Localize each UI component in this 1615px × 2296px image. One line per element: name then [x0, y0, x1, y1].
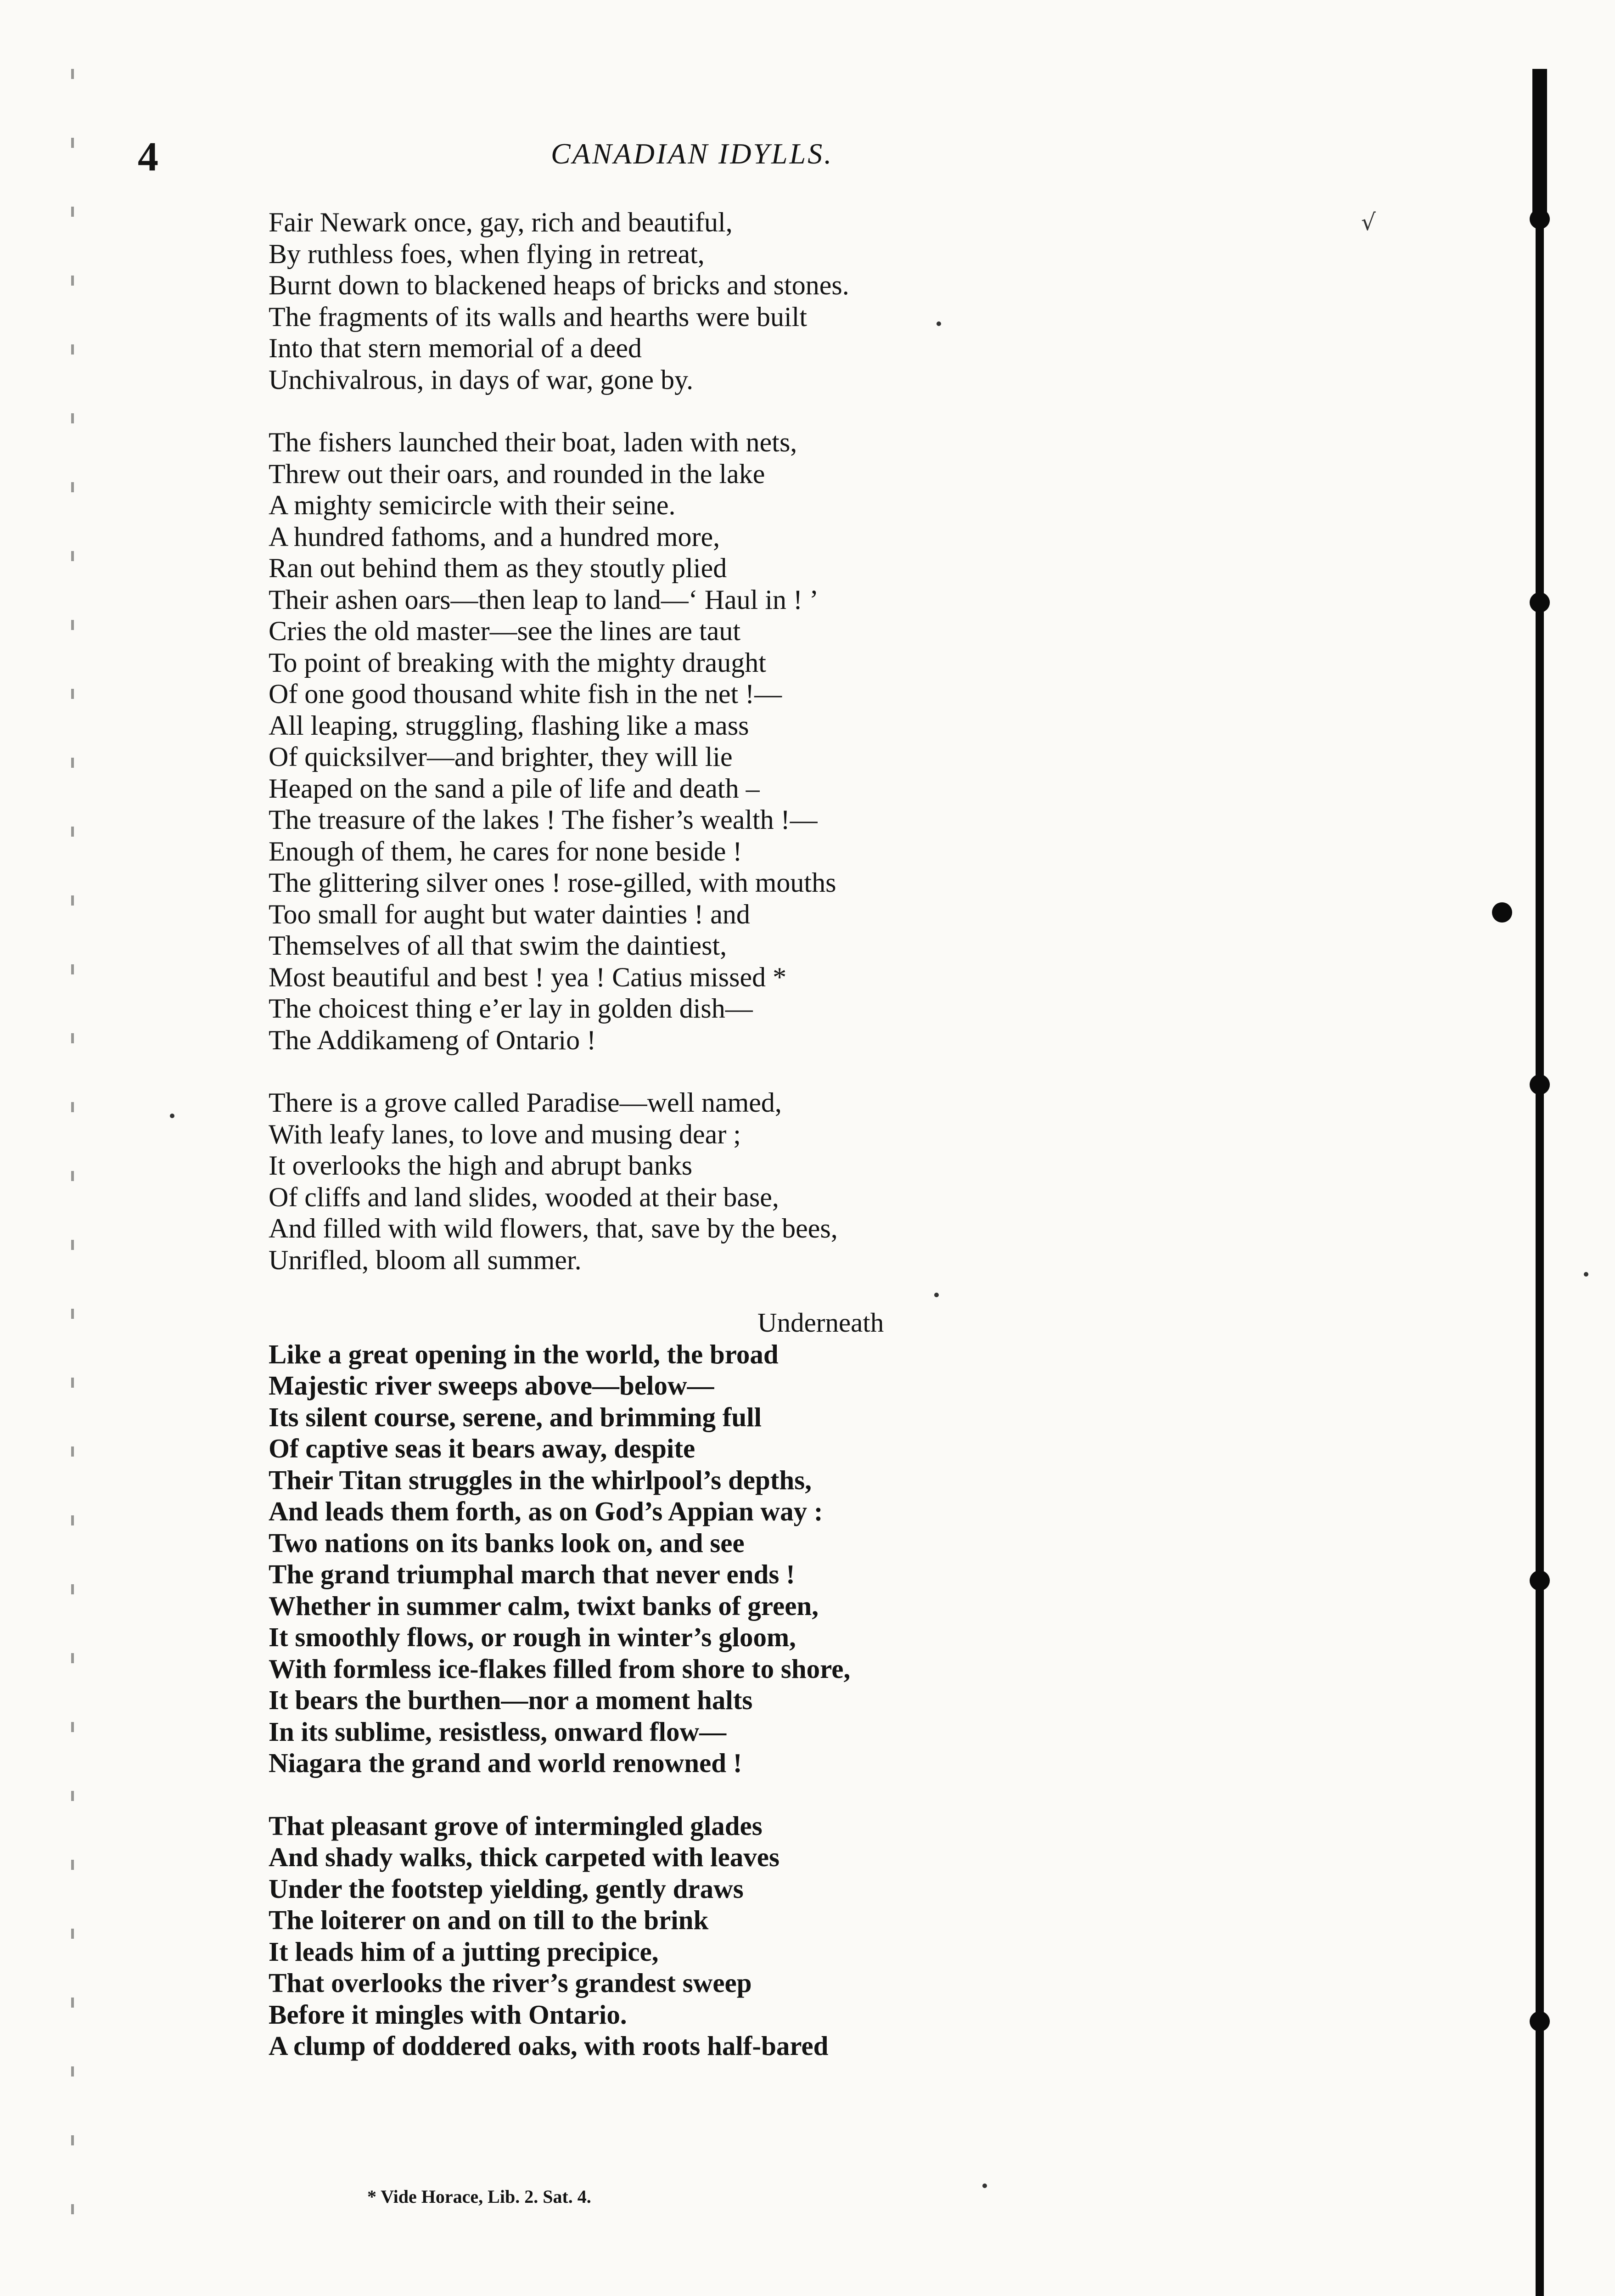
poem-line: Too small for aught but water dainties ! and: [269, 899, 750, 929]
footnote: * Vide Horace, Lib. 2. Sat. 4.: [367, 2186, 591, 2207]
poem-line: A hundred fathoms, and a hundred more,: [269, 521, 720, 552]
page-number: 4: [138, 134, 158, 180]
poem-line: Fair Newark once, gay, rich and beautiful,: [269, 207, 733, 237]
poem-line: A clump of doddered oaks, with roots half-bared: [269, 2031, 829, 2061]
stanza-3: [269, 1087, 1279, 1276]
poem-line: Burnt down to blackened heaps of bricks and stones.: [269, 270, 849, 300]
stanza-4: [269, 1307, 1279, 1779]
poem-line: To point of breaking with the mighty draught: [269, 647, 766, 678]
poem-line: The loiterer on and on till to the brink: [269, 1905, 709, 1935]
poem-line: The glittering silver ones ! rose-gilled, with mouths: [269, 867, 836, 898]
poem-line: All leaping, struggling, flashing like a mass: [269, 710, 749, 741]
poem-line: That pleasant grove of intermingled glades: [269, 1810, 763, 1841]
poem-line: Under the footstep yielding, gently draws: [269, 1873, 744, 1904]
poem-line: The fragments of its walls and hearths were built: [269, 301, 807, 332]
running-head: CANADIAN IDYLLS.: [551, 137, 834, 170]
poem-line-continuation: Underneath: [757, 1307, 884, 1338]
poem-line: And shady walks, thick carpeted with leaves: [269, 1842, 779, 1872]
speck: [982, 2183, 987, 2188]
poem-line: The treasure of the lakes ! The fisher’s wealth !—: [269, 805, 818, 835]
poem-line: It smoothly flows, or rough in winter’s gloom,: [269, 1622, 796, 1652]
poem-line: Like a great opening in the world, the broad: [269, 1339, 779, 1369]
poem-line: With formless ice-flakes filled from shore to shore,: [269, 1653, 851, 1684]
speck: [1584, 1272, 1588, 1277]
poem-line: Whether in summer calm, twixt banks of green,: [269, 1590, 819, 1621]
stanza-1: [269, 207, 1279, 395]
poem-line: Of cliffs and land slides, wooded at their base,: [269, 1182, 779, 1212]
poem-line: The Addikameng of Ontario !: [269, 1024, 596, 1055]
poem-line: It bears the burthen—nor a moment halts: [269, 1685, 753, 1715]
binding-knob: [1530, 1075, 1550, 1095]
poem-line: Into that stern memorial of a deed: [269, 333, 642, 363]
poem-line: Their Titan struggles in the whirlpool’s depths,: [269, 1464, 812, 1495]
poem-line: There is a grove called Paradise—well named,: [269, 1087, 782, 1118]
poem-line: Their ashen oars—then leap to land—‘ Haul in ! ’: [269, 584, 819, 615]
poem-line: That overlooks the river’s grandest sweep: [269, 1968, 752, 1998]
poem-line: Unrifled, bloom all summer.: [269, 1244, 582, 1275]
poem-line: Cries the old master—see the lines are taut: [269, 616, 740, 646]
binding-knob: [1492, 902, 1512, 923]
binding-knob: [1530, 2011, 1550, 2032]
poem-line: Unchivalrous, in days of war, gone by.: [269, 364, 694, 395]
poem-line: Before it mingles with Ontario.: [269, 1999, 627, 2030]
poem-line: Two nations on its banks look on, and see: [269, 1527, 745, 1558]
poem-line: With leafy lanes, to love and musing dear ;: [269, 1119, 741, 1149]
scan-edge-marks: [71, 69, 74, 2227]
binding-knob: [1530, 1570, 1550, 1591]
poem-line: Heaped on the sand a pile of life and death –: [269, 773, 760, 804]
poem-line: And leads them forth, as on God’s Appian way :: [269, 1496, 823, 1526]
poem-line: By ruthless foes, when flying in retreat,: [269, 238, 705, 269]
poem-line: In its sublime, resistless, onward flow—: [269, 1716, 727, 1747]
check-mark-icon: √: [1361, 209, 1376, 236]
speck: [934, 1293, 939, 1297]
binding-knob: [1530, 209, 1550, 229]
binding-knob: [1530, 592, 1550, 613]
speck: [936, 321, 941, 326]
stanza-5: [269, 1810, 1279, 2062]
poem-line: Majestic river sweeps above—below—: [269, 1370, 714, 1401]
binding-edge: [1536, 69, 1544, 2296]
poem-line: Its silent course, serene, and brimming full: [269, 1401, 762, 1432]
poem-line: It overlooks the high and abrupt banks: [269, 1150, 693, 1181]
poem-line: The fishers launched their boat, laden with nets,: [269, 427, 797, 457]
poem-line: Of captive seas it bears away, despite: [269, 1433, 695, 1463]
poem-line: And filled with wild flowers, that, save by the bees,: [269, 1213, 838, 1244]
poem-line: It leads him of a jutting precipice,: [269, 1936, 659, 1967]
poem-line: Of one good thousand white fish in the net !—: [269, 679, 782, 709]
poem-body: [269, 207, 1279, 2093]
poem-line: Threw out their oars, and rounded in the lake: [269, 458, 765, 489]
page-header: [0, 133, 1615, 184]
poem-line: Of quicksilver—and brighter, they will lie: [269, 742, 733, 772]
poem-line: Themselves of all that swim the daintiest,: [269, 930, 727, 961]
poem-line: The choicest thing e’er lay in golden dish—: [269, 993, 753, 1024]
poem-line: Most beautiful and best ! yea ! Catius missed *: [269, 962, 787, 992]
poem-line: The grand triumphal march that never ends !: [269, 1559, 795, 1589]
poem-line: A mighty semicircle with their seine.: [269, 490, 676, 520]
speck: [170, 1114, 174, 1118]
poem-line: Enough of them, he cares for none beside !: [269, 836, 742, 867]
poem-line: Niagara the grand and world renowned !: [269, 1748, 742, 1778]
poem-line: Ran out behind them as they stoutly plied: [269, 553, 727, 583]
stanza-2: [269, 427, 1279, 1056]
